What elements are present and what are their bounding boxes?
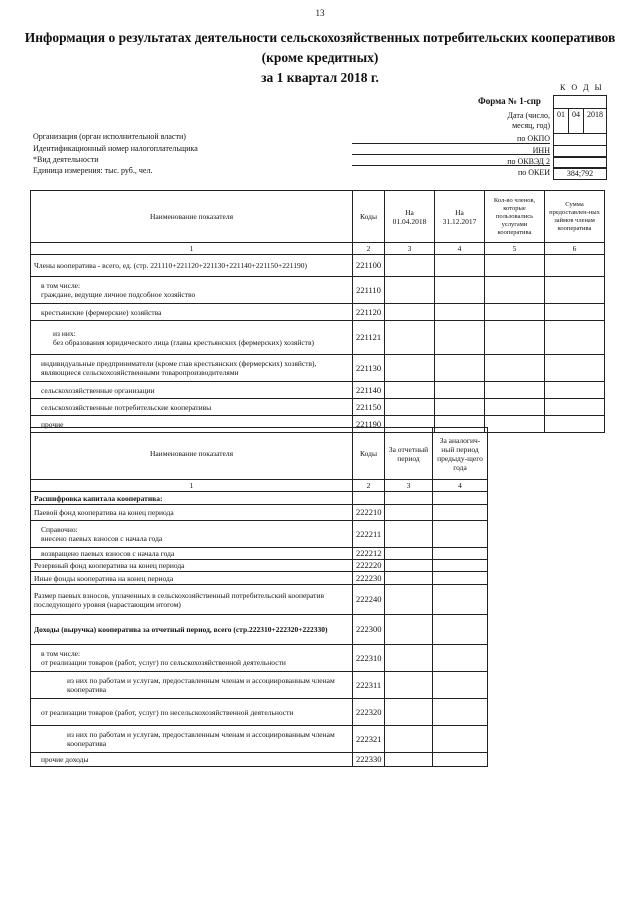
data-cell[interactable] [433, 548, 488, 560]
row-label: в том числе: от реализации товаров (работ, услуг) по сельскохозяйственной деятельности [31, 645, 353, 672]
capital-table [30, 427, 488, 767]
row-code: 222330 [353, 753, 385, 767]
row-label: индивидуальные предприниматели (кроме глав крестьянских (фермерских) хозяйств), являющиеся сельскохозяйственными товаропроизводителями [31, 355, 353, 382]
t1-colnum: 3 [385, 243, 435, 255]
t1-header-name: Наименование показателя [31, 191, 353, 243]
table-row [31, 672, 488, 699]
table-row [31, 645, 488, 672]
data-cell[interactable] [433, 726, 488, 753]
table-row [31, 615, 488, 645]
t1-colnum: 5 [485, 243, 545, 255]
t1-colnum: 4 [435, 243, 485, 255]
date-year[interactable]: 2018 [583, 108, 607, 134]
data-cell[interactable] [485, 382, 545, 399]
data-cell[interactable] [435, 382, 485, 399]
row-label: сельскохозяйственные организации [31, 382, 353, 399]
row-label: Резервный фонд кооператива на конец периода [31, 560, 353, 572]
row-label: из них по работам и услугам, предоставленным членам и ассоциированным членам кооператива [31, 672, 353, 699]
row-code: 221190 [353, 416, 385, 433]
table-row [31, 304, 605, 321]
members-table [30, 190, 605, 433]
table-row [31, 277, 605, 304]
form-label: Форма № 1-спр [478, 96, 541, 106]
row-code: 222300 [353, 615, 385, 645]
data-cell[interactable] [385, 572, 433, 585]
report-period: за 1 квартал 2018 г. [261, 70, 379, 85]
unit-label: Единица измерения: тыс. руб., чел. [33, 166, 153, 175]
row-label: в том числе: граждане, ведущие личное подсобное хозяйство [31, 277, 353, 304]
row-label: Паевой фонд кооператива на конец периода [31, 505, 353, 521]
page-number: 13 [315, 8, 325, 18]
table-row [31, 521, 488, 548]
t2-colnum: 1 [31, 480, 353, 492]
data-cell[interactable] [433, 492, 488, 505]
row-code: 222311 [353, 672, 385, 699]
data-cell[interactable] [433, 699, 488, 726]
table-row [31, 255, 605, 277]
data-cell[interactable] [433, 585, 488, 615]
data-cell[interactable] [433, 521, 488, 548]
okpo-label: по ОКПО [517, 134, 550, 143]
row-code: 222211 [353, 521, 385, 548]
data-cell[interactable] [485, 321, 545, 355]
table-row [31, 492, 488, 505]
date-label-2: месяц, год) [512, 121, 550, 130]
data-cell[interactable] [545, 382, 605, 399]
data-cell[interactable] [433, 505, 488, 521]
activity-label: *Вид деятельности [33, 155, 99, 164]
form-code-box[interactable] [553, 95, 607, 109]
row-label: из них по работам и услугам, предоставленным членам и ассоциированным членам кооператива [31, 726, 353, 753]
data-cell[interactable] [545, 355, 605, 382]
data-cell[interactable] [485, 277, 545, 304]
t2-colnum: 2 [353, 480, 385, 492]
row-code: 222230 [353, 572, 385, 585]
date-label-1: Дата (число, [507, 111, 550, 120]
table-row [31, 753, 488, 767]
activity-input-line[interactable] [352, 165, 550, 166]
data-cell[interactable] [385, 548, 433, 560]
data-cell[interactable] [485, 399, 545, 416]
row-code: 222310 [353, 645, 385, 672]
row-label: прочие [31, 416, 353, 433]
data-cell[interactable] [435, 355, 485, 382]
data-cell[interactable] [433, 753, 488, 767]
data-cell[interactable] [433, 645, 488, 672]
row-code: 222240 [353, 585, 385, 615]
data-cell[interactable] [385, 277, 435, 304]
table-row [31, 699, 488, 726]
table-row [31, 572, 488, 585]
data-cell[interactable] [385, 255, 435, 277]
data-cell[interactable] [435, 277, 485, 304]
t2-colnum: 4 [433, 480, 488, 492]
row-code: 222220 [353, 560, 385, 572]
table-row [31, 560, 488, 572]
table-row [31, 321, 605, 355]
okei-label: по ОКЕИ [517, 168, 550, 177]
row-label: Иные фонды кооператива на конец периода [31, 572, 353, 585]
data-cell[interactable] [385, 355, 435, 382]
t1-header-code: Коды [353, 191, 385, 243]
row-code: 222320 [353, 699, 385, 726]
row-label: Расшифровка капитала кооператива: [31, 492, 353, 505]
date-day[interactable]: 01 [553, 108, 569, 134]
row-label: от реализации товаров (работ, услуг) по несельскохозяйственной деятельности [31, 699, 353, 726]
data-cell[interactable] [385, 492, 433, 505]
row-code: 221121 [353, 321, 385, 355]
table-row [31, 548, 488, 560]
data-cell[interactable] [385, 560, 433, 572]
t2-colnum: 3 [385, 480, 433, 492]
data-cell[interactable] [385, 726, 433, 753]
table-row [31, 505, 488, 521]
t1-header-col-d: Сумма предоставлен-ных займов членам кооператива [545, 191, 605, 243]
data-cell[interactable] [385, 585, 433, 615]
row-code: 221120 [353, 304, 385, 321]
t1-header-col-b: На 31.12.2017 [435, 191, 485, 243]
table-row [31, 726, 488, 753]
report-subtitle: (кроме кредитных) [261, 50, 379, 65]
data-cell[interactable] [385, 672, 433, 699]
t1-header-col-c: Кол-во членов, которые пользовались услугами кооператива [485, 191, 545, 243]
row-code: 221110 [353, 277, 385, 304]
table-row [31, 585, 488, 615]
data-cell[interactable] [545, 416, 605, 433]
data-cell[interactable] [433, 560, 488, 572]
t2-header-name: Наименование показателя [31, 428, 353, 480]
data-cell[interactable] [433, 572, 488, 585]
row-code: 221140 [353, 382, 385, 399]
codes-header: К О Д Ы [560, 83, 604, 92]
t2-header-code: Коды [353, 428, 385, 480]
row-code: 222210 [353, 505, 385, 521]
row-label: сельскохозяйственные потребительские кооперативы [31, 399, 353, 416]
row-code: 221100 [353, 255, 385, 277]
org-input-line[interactable] [352, 143, 550, 144]
data-cell[interactable] [545, 321, 605, 355]
data-cell[interactable] [545, 255, 605, 277]
row-code: 221130 [353, 355, 385, 382]
table-row [31, 355, 605, 382]
okei-field[interactable]: 384;792 [553, 167, 607, 180]
row-label: Размер паевых взносов, уплаченных в сельскохозяйственный потребительский кооператив последующего уровня (нарастающим итогом) [31, 585, 353, 615]
data-cell[interactable] [433, 615, 488, 645]
inn-label: ИНН [532, 146, 550, 155]
data-cell[interactable] [385, 645, 433, 672]
data-cell[interactable] [385, 382, 435, 399]
data-cell[interactable] [385, 615, 433, 645]
t2-header-col-a: За отчетный период [385, 428, 433, 480]
row-label: возвращено паевых взносов с начала года [31, 548, 353, 560]
data-cell[interactable] [485, 355, 545, 382]
data-cell[interactable] [435, 304, 485, 321]
okved-label: по ОКВЭД 2 [507, 157, 550, 166]
data-cell[interactable] [385, 399, 435, 416]
row-label: Справочно: внесено паевых взносов с начала года [31, 521, 353, 548]
data-cell[interactable] [433, 672, 488, 699]
t1-colnum: 6 [545, 243, 605, 255]
row-label: крестьянские (фермерские) хозяйства [31, 304, 353, 321]
data-cell[interactable] [545, 399, 605, 416]
data-cell[interactable] [485, 255, 545, 277]
taxid-input-line[interactable] [352, 154, 550, 155]
table-row [31, 382, 605, 399]
data-cell[interactable] [545, 277, 605, 304]
report-title: Информация о результатах деятельности сельскохозяйственных потребительских кооперативов [24, 30, 616, 45]
t1-colnum: 1 [31, 243, 353, 255]
data-cell[interactable] [435, 321, 485, 355]
date-month[interactable]: 04 [568, 108, 584, 134]
data-cell[interactable] [385, 699, 433, 726]
row-label: из них: без образования юридического лица (главы крестьянских (фермерских) хозяйств) [31, 321, 353, 355]
row-label: Доходы (выручка) кооператива за отчетный период, всего (стр.222310+222320+222330) [31, 615, 353, 645]
t2-header-col-b: За аналогич-ный период предыду-щего года [433, 428, 488, 480]
data-cell[interactable] [485, 416, 545, 433]
data-cell[interactable] [385, 753, 433, 767]
row-code: 222212 [353, 548, 385, 560]
t1-colnum: 2 [353, 243, 385, 255]
taxid-label: Идентификационный номер налогоплательщика [33, 144, 198, 153]
table-row [31, 399, 605, 416]
data-cell[interactable] [545, 304, 605, 321]
org-label: Организация (орган исполнительной власти) [33, 132, 186, 141]
data-cell[interactable] [385, 304, 435, 321]
row-label: прочие доходы [31, 753, 353, 767]
row-code [353, 492, 385, 505]
row-label: Члены кооператива - всего, ед. (стр. 221110+221120+221130+221140+221150+221190) [31, 255, 353, 277]
row-code: 222321 [353, 726, 385, 753]
data-cell[interactable] [385, 321, 435, 355]
data-cell[interactable] [385, 505, 433, 521]
row-code: 221150 [353, 399, 385, 416]
data-cell[interactable] [385, 521, 433, 548]
data-cell[interactable] [435, 399, 485, 416]
t1-header-col-a: На 01.04.2018 [385, 191, 435, 243]
data-cell[interactable] [485, 304, 545, 321]
data-cell[interactable] [435, 255, 485, 277]
